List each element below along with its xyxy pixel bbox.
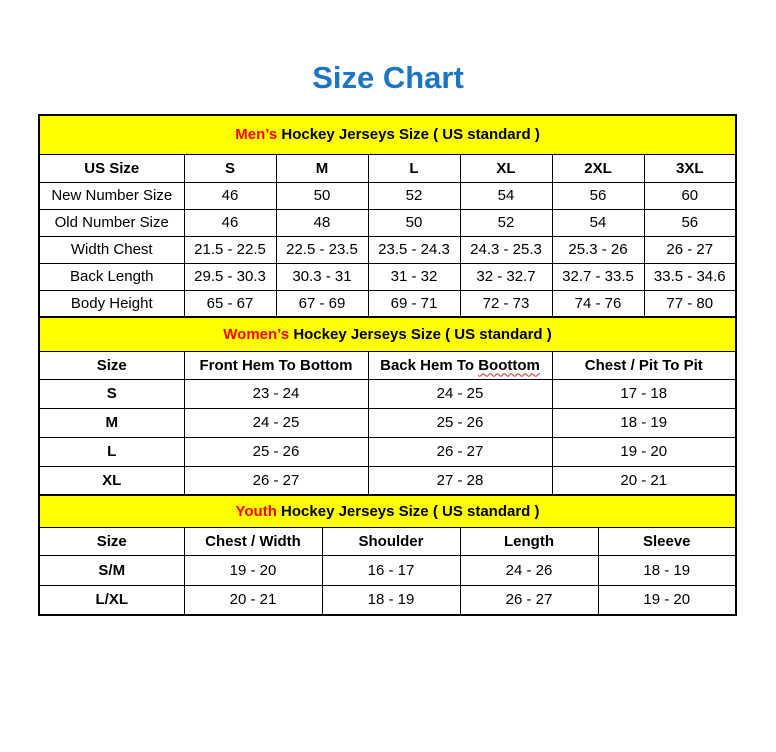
youth-cell: 16 - 17: [322, 555, 460, 585]
mens-cell: 32.7 - 33.5: [552, 263, 644, 290]
womens-row-label: XL: [39, 466, 184, 495]
youth-table-row: [39, 555, 736, 585]
womens-cell: 26 - 27: [368, 437, 552, 466]
youth-cell: 24 - 26: [460, 555, 598, 585]
womens-cell: 19 - 20: [552, 437, 736, 466]
womens-section-title: Hockey Jerseys Size ( US standard ): [293, 325, 552, 343]
womens-cell: 23 - 24: [184, 379, 368, 408]
mens-table-row: [39, 263, 736, 290]
mens-section-title: Hockey Jerseys Size ( US standard ): [281, 126, 540, 144]
youth-column-header: Size: [39, 527, 184, 555]
womens-column-header-misspelled: [368, 351, 552, 379]
womens-row-label: L: [39, 437, 184, 466]
womens-cell: 25 - 26: [368, 408, 552, 437]
womens-cell: 24 - 25: [184, 408, 368, 437]
womens-column-header: Front Hem To Bottom: [184, 351, 368, 379]
mens-section-row: [39, 115, 736, 154]
mens-cell: 67 - 69: [276, 290, 368, 317]
mens-cell: 54: [460, 182, 552, 209]
womens-table-row: [39, 408, 736, 437]
mens-cell: 26 - 27: [644, 236, 736, 263]
size-chart-page: [0, 60, 776, 616]
mens-cell: 46: [184, 182, 276, 209]
mens-cell: 50: [276, 182, 368, 209]
womens-cell: 26 - 27: [184, 466, 368, 495]
mens-cell: 31 - 32: [368, 263, 460, 290]
youth-section-header: [39, 495, 736, 527]
womens-section-header: [39, 317, 736, 351]
mens-row-label: Width Chest: [39, 236, 184, 263]
mens-cell: 25.3 - 26: [552, 236, 644, 263]
womens-column-header: Chest / Pit To Pit: [552, 351, 736, 379]
womens-table-row: [39, 379, 736, 408]
mens-column-header: S: [184, 154, 276, 182]
youth-section-title: Hockey Jerseys Size ( US standard ): [281, 502, 540, 520]
mens-column-header: XL: [460, 154, 552, 182]
womens-table-row: [39, 466, 736, 495]
womens-column-header: Size: [39, 351, 184, 379]
mens-table-row: [39, 236, 736, 263]
youth-row-label: S/M: [39, 555, 184, 585]
youth-column-header: Length: [460, 527, 598, 555]
womens-section-row: [39, 317, 736, 351]
mens-column-header-row: [39, 154, 736, 182]
size-tables-container: [38, 114, 735, 616]
mens-cell: 32 - 32.7: [460, 263, 552, 290]
mens-cell: 60: [644, 182, 736, 209]
mens-table-row: [39, 182, 736, 209]
womens-cell: 24 - 25: [368, 379, 552, 408]
womens-cell: 25 - 26: [184, 437, 368, 466]
mens-row-label: Back Length: [39, 263, 184, 290]
mens-column-header: 2XL: [552, 154, 644, 182]
mens-cell: 54: [552, 209, 644, 236]
mens-section-header: [39, 115, 736, 154]
mens-cell: 52: [460, 209, 552, 236]
mens-cell: 30.3 - 31: [276, 263, 368, 290]
mens-row-label: New Number Size: [39, 182, 184, 209]
womens-section-highlight: Women’s: [223, 325, 290, 343]
mens-column-header: 3XL: [644, 154, 736, 182]
mens-cell: 50: [368, 209, 460, 236]
youth-column-header-row: [39, 527, 736, 555]
page-title: Size Chart: [312, 60, 464, 95]
mens-column-header: L: [368, 154, 460, 182]
womens-header-misspelled-word: Boottom: [478, 356, 540, 374]
youth-cell: 20 - 21: [184, 585, 322, 615]
mens-cell: 74 - 76: [552, 290, 644, 317]
youth-cell: 19 - 20: [598, 585, 736, 615]
mens-cell: 48: [276, 209, 368, 236]
mens-cell: 69 - 71: [368, 290, 460, 317]
mens-cell: 24.3 - 25.3: [460, 236, 552, 263]
womens-table-row: [39, 437, 736, 466]
womens-cell: 17 - 18: [552, 379, 736, 408]
youth-column-header: Shoulder: [322, 527, 460, 555]
mens-row-label: Old Number Size: [39, 209, 184, 236]
mens-cell: 77 - 80: [644, 290, 736, 317]
youth-table-row: [39, 585, 736, 615]
mens-column-header: US Size: [39, 154, 184, 182]
mens-cell: 65 - 67: [184, 290, 276, 317]
womens-size-table: [38, 316, 737, 496]
mens-section-highlight: Men’s: [235, 126, 278, 144]
youth-cell: 18 - 19: [322, 585, 460, 615]
youth-cell: 19 - 20: [184, 555, 322, 585]
youth-row-label: L/XL: [39, 585, 184, 615]
mens-column-header: M: [276, 154, 368, 182]
womens-cell: 18 - 19: [552, 408, 736, 437]
womens-row-label: M: [39, 408, 184, 437]
womens-cell: 27 - 28: [368, 466, 552, 495]
youth-section-highlight: Youth: [235, 502, 277, 520]
mens-cell: 72 - 73: [460, 290, 552, 317]
mens-cell: 22.5 - 23.5: [276, 236, 368, 263]
youth-column-header: Sleeve: [598, 527, 736, 555]
womens-header-prefix: Back Hem To: [380, 356, 475, 374]
mens-cell: 21.5 - 22.5: [184, 236, 276, 263]
mens-cell: 23.5 - 24.3: [368, 236, 460, 263]
mens-cell: 52: [368, 182, 460, 209]
mens-cell: 56: [552, 182, 644, 209]
womens-cell: 20 - 21: [552, 466, 736, 495]
womens-row-label: S: [39, 379, 184, 408]
womens-column-header-row: [39, 351, 736, 379]
youth-column-header: Chest / Width: [184, 527, 322, 555]
mens-table-row: [39, 209, 736, 236]
youth-size-table: [38, 494, 737, 616]
mens-row-label: Body Height: [39, 290, 184, 317]
mens-cell: 33.5 - 34.6: [644, 263, 736, 290]
mens-cell: 46: [184, 209, 276, 236]
mens-cell: 29.5 - 30.3: [184, 263, 276, 290]
youth-section-row: [39, 495, 736, 527]
mens-size-table: [38, 114, 737, 318]
youth-cell: 18 - 19: [598, 555, 736, 585]
mens-cell: 56: [644, 209, 736, 236]
youth-cell: 26 - 27: [460, 585, 598, 615]
mens-table-row: [39, 290, 736, 317]
